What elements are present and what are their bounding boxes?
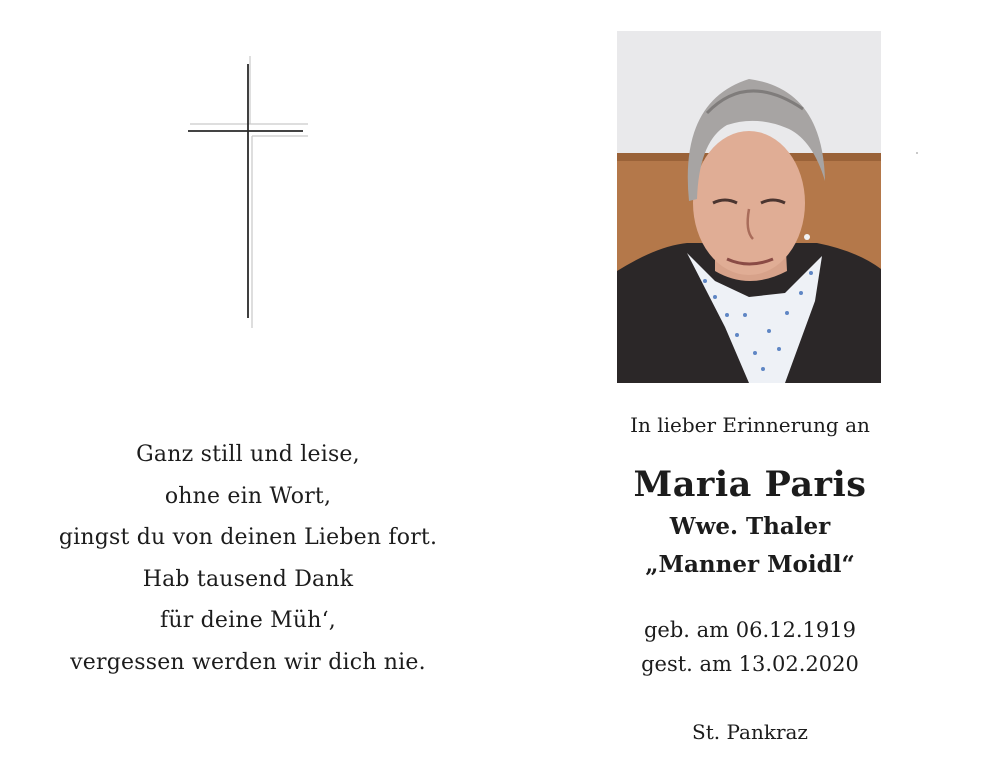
nickname: „Manner Moidl“: [645, 551, 855, 578]
widow-of: Wwe. Thaler: [669, 513, 831, 540]
place-name: St. Pankraz: [692, 720, 808, 744]
death-date: gest. am 13.02.2020: [641, 652, 859, 676]
poem-line: Hab tausend Dank: [142, 566, 354, 592]
poem: [30, 434, 466, 683]
poem-line: ohne ein Wort,: [164, 483, 332, 509]
intro-text: In lieber Erinnerung an: [630, 413, 870, 437]
paper-speck: [916, 152, 918, 154]
deceased-name: Maria Paris: [633, 464, 867, 505]
poem-line: gingst du von deinen Lieben fort.: [58, 525, 438, 550]
poem-line: vergessen werden wir dich nie.: [70, 649, 426, 675]
birth-date: geb. am 06.12.1919: [643, 618, 856, 642]
cross-icon: [186, 56, 312, 331]
poem-line: für deine Müh‘,: [160, 608, 336, 633]
portrait-photo: [617, 31, 881, 383]
poem-line: Ganz still und leise,: [136, 442, 360, 467]
